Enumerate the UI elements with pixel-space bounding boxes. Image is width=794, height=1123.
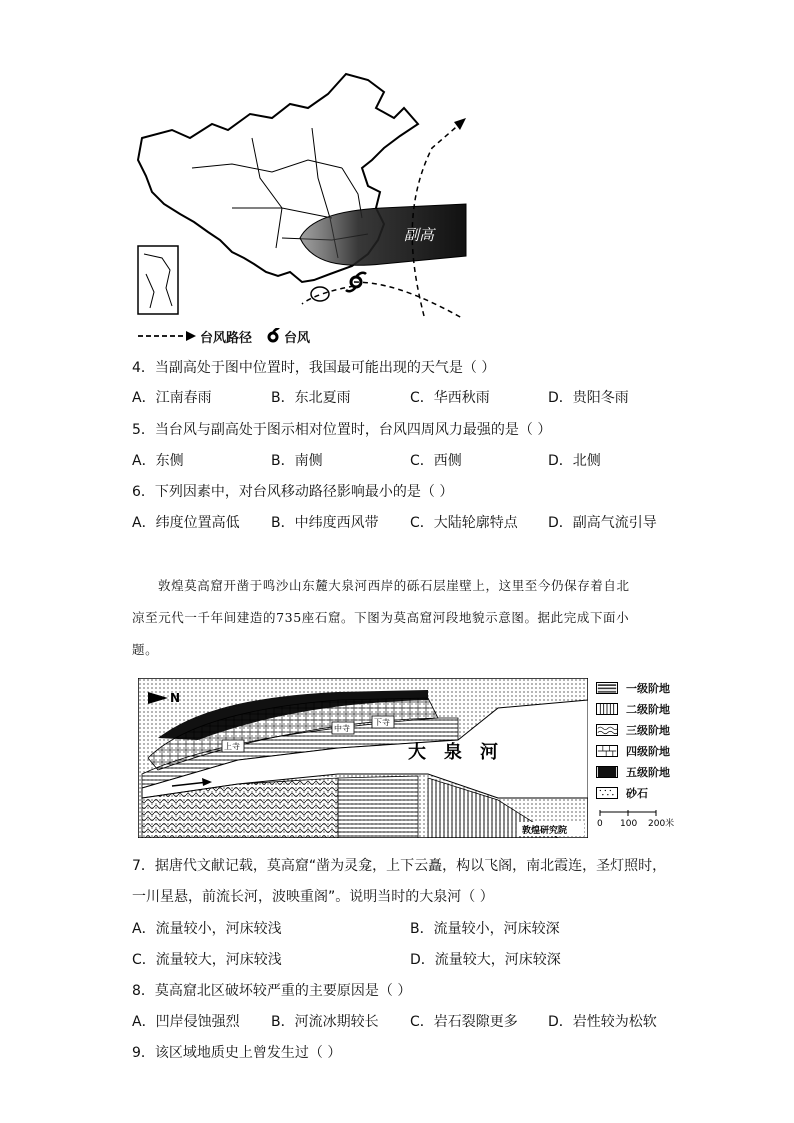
passage-line-2: 凉至元代一千年间建造的735座石窟。下图为莫高窟河段地貌示意图。据此完成下面小 [132,610,630,625]
question-4-options [132,388,672,408]
daquan-river-diagram [138,678,588,838]
q7-option-b[interactable]: B．流量较小，河床较深 [410,921,560,937]
south-china-sea-inset [138,246,178,314]
legend-path-label: 台风路径 [200,330,253,346]
question-6-stem: 6．下列因素中，对台风移动路径影响最小的是（ ） [132,484,454,500]
question-8-options [132,1012,672,1032]
q6-option-b[interactable]: B．中纬度西风带 [271,515,379,531]
q5-option-b[interactable]: B．南侧 [271,453,323,469]
question-7-options-row2 [132,950,672,970]
legend-item-5: 五级阶地 [596,764,670,780]
q8-option-d[interactable]: D．岩性较为松软 [548,1014,657,1030]
q7-option-c[interactable]: C．流量较大，河床较浅 [132,952,282,968]
map-legend [138,326,310,346]
legend-typhoon-label: 台风 [284,330,311,346]
dashed-arrow-icon [138,330,196,342]
q5-option-a[interactable]: A．东侧 [132,453,184,469]
q4-option-c[interactable]: C．华西秋雨 [410,390,490,406]
q8-option-a[interactable]: A．凹岸侵蚀强烈 [132,1014,240,1030]
svg-text:0: 0 [597,819,603,829]
question-7-stem-line1: 7．据唐代文献记载，莫高窟“凿为灵龛，上下云矗，构以飞阁，南北霞连，圣灯照时， [132,858,667,874]
svg-text:N: N [170,691,181,705]
passage-text [132,570,672,666]
svg-text:200米: 200米 [648,819,675,829]
question-7-stem-line2: 一川星悬，前流长河，波映重阁”。说明当时的大泉河（ ） [132,889,494,905]
q6-option-c[interactable]: C．大陆轮廓特点 [410,515,518,531]
river-name: 大 泉 河 [408,742,498,763]
legend-item-3: 三级阶地 [596,722,670,738]
typhoon-icon [266,328,280,344]
china-typhoon-map [132,68,472,348]
terrace-legend [596,678,686,828]
subtropical-high-label: 副高 [404,226,435,244]
label-lower-temple: 下寺 [374,718,390,727]
question-7-options-row1 [132,919,672,939]
question-9-stem: 9．该区域地质史上曾发生过（ ） [132,1045,342,1061]
q5-option-d[interactable]: D．北侧 [548,453,601,469]
q7-option-d[interactable]: D．流量较大，河床较深 [410,952,561,968]
label-middle-temple: 中寺 [334,724,350,733]
question-8-stem: 8．莫高窟北区破坏较严重的主要原因是（ ） [132,983,412,999]
q6-option-a[interactable]: A．纬度位置高低 [132,515,240,531]
hainan-island [311,287,329,301]
q7-option-a[interactable]: A．流量较小，河床较浅 [132,921,282,937]
legend-item-2: 二级阶地 [626,703,670,716]
q8-option-c[interactable]: C．岩石裂隙更多 [410,1014,518,1030]
scale-bar [596,808,686,832]
label-upper-temple: 上寺 [224,742,240,751]
question-5-options [132,451,672,471]
credit-label: 敦煌研究院 [522,826,568,836]
q6-option-d[interactable]: D．副高气流引导 [548,515,657,531]
legend-item-1: 一级阶地 [596,680,670,696]
q8-option-b[interactable]: B．河流冰期较长 [271,1014,379,1030]
q4-option-b[interactable]: B．东北夏雨 [271,390,351,406]
passage-line-1: 敦煌莫高窟开凿于鸣沙山东麓大泉河西岸的砾石层崖壁上，这里至今仍保存着自北 [158,578,630,593]
question-5-stem: 5．当台风与副高处于图示相对位置时，台风四周风力最强的是（ ） [132,422,552,438]
passage-line-3: 题。 [132,642,159,657]
legend-item-4: 四级阶地 [626,745,670,758]
question-4-stem: 4．当副高处于图中位置时，我国最可能出现的天气是（ ） [132,360,496,376]
question-6-options [132,513,672,533]
q4-option-a[interactable]: A．江南春雨 [132,390,212,406]
legend-item-6: 砂石 [596,785,648,801]
q5-option-c[interactable]: C．西侧 [410,453,462,469]
q4-option-d[interactable]: D．贵阳冬雨 [548,390,629,406]
typhoon-path-2 [354,282,462,318]
svg-text:100: 100 [620,819,638,829]
